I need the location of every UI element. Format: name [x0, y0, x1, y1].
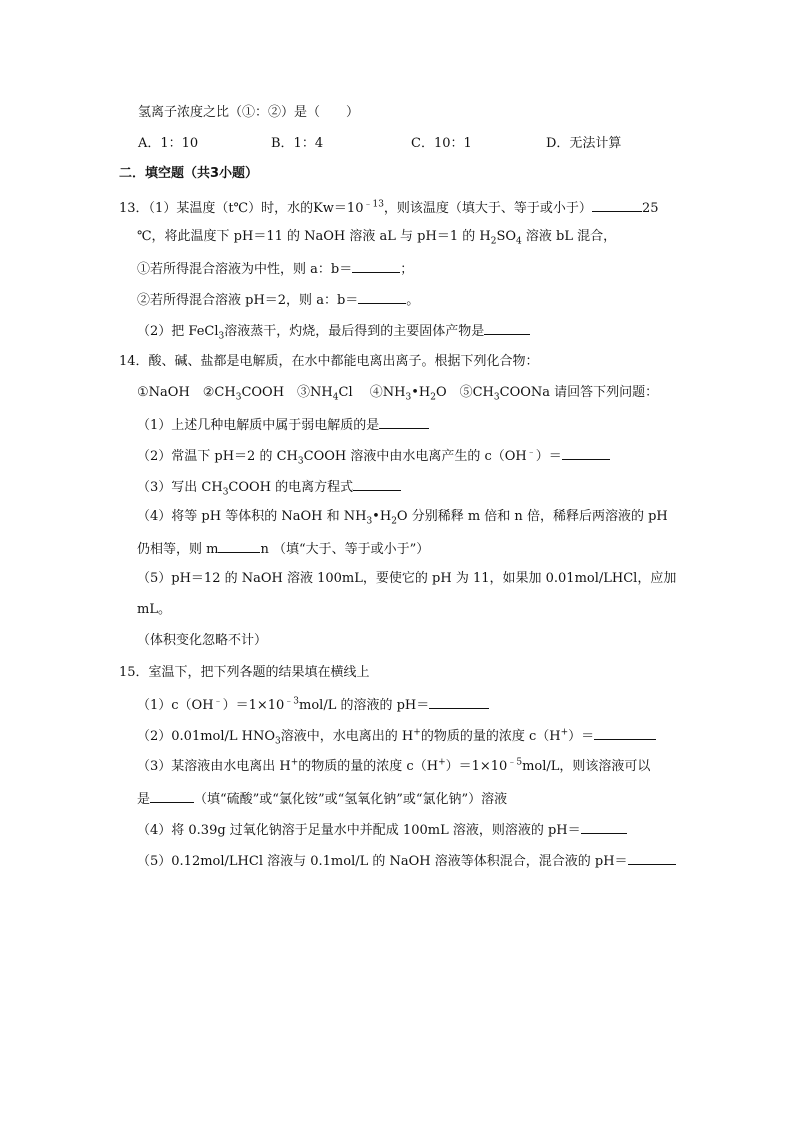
answer-blank[interactable]: [562, 446, 610, 460]
q13-line-1: 13．（1）某温度（t℃）时，水的$Kw=10^{﹣13}$，则该温度（填大于、等于或小于） 25: [119, 199, 659, 216]
q14-line-9: mL。: [137, 602, 171, 617]
options-row: [138, 135, 658, 153]
q14-line-3: （1）上述几种电解质中属于弱电解质的是: [137, 415, 429, 435]
answer-blank[interactable]: [581, 820, 627, 834]
section-title: 二．填空题（共3小题）: [119, 166, 259, 181]
answer-blank[interactable]: [628, 851, 676, 865]
q14-line-8: （5）pH＝12 的 NaOH 溶液 100mL，要使它的 pH 为 11，如果加 0.01mol/LHCl，应加: [137, 571, 677, 586]
answer-blank[interactable]: [150, 789, 194, 803]
q14-line-10: （体积变化忽略不计）: [137, 633, 268, 648]
q15-line-6: （4）将 0.39g 过氧化钠溶于足量水中并配成 100mL 溶液，则溶液的 pH＝: [137, 820, 627, 840]
q15-line-3: （2）0.01mol/L $HNO_3$溶液中，水电离出的 H+的物质的量的浓度 c（H+）＝: [137, 726, 656, 746]
answer-blank[interactable]: [353, 477, 401, 491]
q14-line-5: （3）写出 $CH_3COOH$ 的电离方程式: [137, 477, 401, 497]
q13-line-2: ℃，将此温度下 pH＝11 的 NaOH 溶液 aL 与 pH＝1 的 $H_2SO_4$ 溶液 bL 混合，: [137, 229, 617, 247]
answer-blank[interactable]: [484, 321, 530, 335]
q13-line-5: （2）把 FeCl$_3$溶液蒸干，灼烧，最后得到的主要固体产物是: [137, 321, 530, 341]
q15-line-4: （3）某溶液由水电离出 H+的物质的量的浓度 $c(H^+)=1\times 10^{﹣5}mol/L$，则该溶液可以: [137, 757, 651, 774]
q14-line-2: ①NaOH $②CH_3COOH$ $③NH_4Cl$ $④NH_3•H_2O$ $⑤CH_3COONa$ 请回答下列问题：: [137, 385, 659, 403]
option-b: B．1：4: [271, 136, 324, 151]
option-d: D．无法计算: [546, 136, 622, 151]
q15-line-5: 是 （填“硫酸”或“氯化铵”或“氢氧化钠”或“氯化钠”）溶液: [137, 789, 507, 809]
answer-blank[interactable]: [592, 198, 642, 212]
answer-blank[interactable]: [218, 539, 260, 553]
answer-blank[interactable]: [429, 695, 489, 709]
q14-line-7: 仍相等，则 m n （填“大于、等于或小于”）: [137, 539, 429, 559]
option-a: A．1：10: [138, 136, 199, 151]
q15-line-7: （5）0.12mol/LHCl 溶液与 0.1mol/L 的 NaOH 溶液等体积混合，混合液的 pH＝: [137, 851, 676, 871]
q15-line-2: $(1)c(OH^﹣)=1\times 10^{﹣3}mol/L$ 的溶液的 pH＝: [137, 695, 489, 715]
q13-line-4: ②若所得混合溶液 pH＝2，则 a：b＝ 。: [137, 290, 419, 310]
q14-line-1: 14．酸、碱、盐都是电解质，在水中都能电离出离子。根据下列化合物：: [119, 354, 539, 369]
q14-line-6: （4）将等 pH 等体积的 NaOH 和 $NH_3•H_2O$ 分别稀释 m 倍和 n 倍，稀释后两溶液的 pH: [137, 509, 668, 527]
q15-line-1: 15．室温下，把下列各题的结果填在横线上: [119, 665, 370, 680]
q14-line-4: （2）常温下 pH＝2 的 $CH_3COOH$ 溶液中由水电离产生的 c（OH﹣）＝: [137, 446, 610, 466]
question-text-line: [138, 104, 359, 122]
answer-blank[interactable]: [352, 259, 400, 273]
answer-blank[interactable]: [358, 290, 406, 304]
answer-blank[interactable]: [594, 726, 656, 740]
q13-line-3: ①若所得混合溶液为中性，则 a：b＝ ；: [137, 259, 413, 279]
answer-blank[interactable]: [379, 415, 429, 429]
option-c: C．10：1: [411, 136, 472, 151]
question-text: 氢离子浓度之比（①：②）是（ ）: [138, 105, 360, 120]
